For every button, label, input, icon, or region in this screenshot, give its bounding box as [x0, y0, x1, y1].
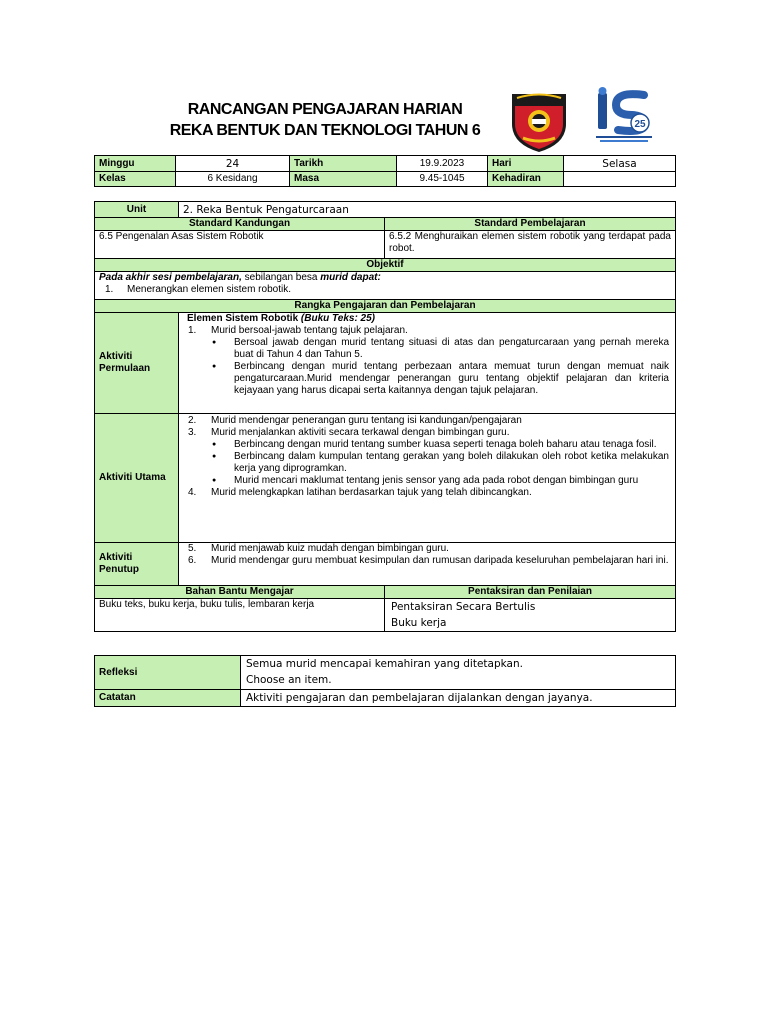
- step-text: Murid mendengar guru membuat kesimpulan dan rumusan daripada keseluruhan pembelajaran hari ini.: [211, 555, 669, 566]
- document-title-line1: RANCANGAN PENGAJARAN HARIAN: [187, 101, 463, 118]
- objektif-intro-c: murid dapat:: [320, 272, 381, 283]
- standard-kandungan-label: Standard Kandungan: [95, 218, 385, 231]
- standard-kandungan-value: 6.5 Pengenalan Asas Sistem Robotik: [95, 231, 385, 259]
- objektif-content: [95, 272, 676, 300]
- bahan-value: Buku teks, buku kerja, buku tulis, lembaran kerja: [95, 599, 385, 632]
- pentaksiran-value: [385, 599, 676, 632]
- standard-pembelajaran-label: Standard Pembelajaran: [385, 218, 676, 231]
- hari-label: Hari: [488, 156, 564, 172]
- standard-pembelajaran-value: 6.5.2 Menghuraikan elemen sistem robotik yang terdapat pada robot.: [385, 231, 676, 259]
- masa-value: 9.45-1045: [397, 172, 488, 187]
- pentaksiran-line2: Buku kerja: [391, 617, 447, 629]
- hari-value: Selasa: [564, 156, 676, 172]
- step-number: 3.: [188, 427, 197, 438]
- pentaksiran-label: Pentaksiran dan Penilaian: [385, 586, 676, 599]
- minggu-label: Minggu: [95, 156, 176, 172]
- step-number: 1.: [188, 325, 197, 336]
- kehadiran-value: [564, 172, 676, 187]
- step-number: 2.: [188, 415, 197, 426]
- step-number: 5.: [188, 543, 197, 554]
- step-text: Murid mendengar penerangan guru tentang isi kandungan/pengajaran: [211, 415, 522, 426]
- refleksi-label: Refleksi: [95, 656, 241, 690]
- bullet-item: ● Berbincang dengan murid tentang perbezaan antara memuat turun dengan memuat naik pengaturcaraan.Murid mendengar penerangan guru tentang objektif pelajaran dan kriteria kejayaan yang harus dicapai serta kaitannya dengan tajuk pelajaran.: [187, 361, 669, 397]
- unit-value: 2. Reka Bentuk Pengaturcaraan: [179, 202, 676, 218]
- list-item: [187, 415, 669, 427]
- aktiviti-penutup-content: [179, 543, 676, 586]
- step-number: 4.: [188, 487, 197, 498]
- step-number: 6.: [188, 555, 197, 566]
- school-crest-icon: [508, 88, 570, 154]
- objektif-item-num: 1.: [105, 284, 114, 295]
- aktiviti-utama-label: Aktiviti Utama: [95, 414, 179, 543]
- pentaksiran-line1: Pentaksiran Secara Bertulis: [391, 601, 536, 613]
- aktiviti-permulaan-content: [179, 313, 676, 414]
- unit-label: Unit: [95, 202, 179, 218]
- refleksi-value: [241, 656, 676, 690]
- permulaan-heading-text: Elemen Sistem Robotik: [187, 313, 299, 324]
- objektif-label: Objektif: [95, 259, 676, 272]
- objektif-intro: [99, 272, 671, 284]
- bullet-item: ● Bersoal jawab dengan murid tentang situasi di atas dan pengaturcaraan yang pernah mereka buat di Tahun 4 dan Tahun 5.: [187, 337, 669, 361]
- list-item: [187, 427, 669, 439]
- document-title-line2: REKA BENTUK DAN TEKNOLOGI TAHUN 6: [169, 122, 481, 139]
- refleksi-choose-item[interactable]: Choose an item.: [246, 674, 332, 686]
- list-item: [187, 543, 669, 555]
- bullet-item: ● Murid mencari maklumat tentang jenis sensor yang ada pada robot dengan bimbingan guru: [187, 475, 669, 487]
- catatan-value: Aktiviti pengajaran dan pembelajaran dijalankan dengan jayanya.: [241, 690, 676, 707]
- tarikh-value: 19.9.2023: [397, 156, 488, 172]
- tarikh-label: Tarikh: [290, 156, 397, 172]
- minggu-value: 24: [176, 156, 290, 172]
- rangka-label: Rangka Pengajaran dan Pembelajaran: [95, 300, 676, 313]
- masa-label: Masa: [290, 172, 397, 187]
- step-text: Murid melengkapkan latihan berdasarkan tajuk yang telah dibincangkan.: [211, 487, 532, 498]
- objektif-item: [99, 284, 671, 296]
- aktiviti-permulaan-label: Aktiviti Permulaan: [95, 313, 179, 414]
- list-item: [187, 487, 669, 499]
- objektif-intro-a: Pada akhir sesi pembelajaran,: [99, 272, 242, 283]
- list-item: [187, 555, 669, 567]
- lesson-info-table: [94, 155, 676, 187]
- kelas-label: Kelas: [95, 172, 176, 187]
- lesson-plan-table: [94, 201, 676, 632]
- is25-anniversary-logo-icon: [592, 87, 656, 145]
- bullet-item: ● Berbincang dalam kumpulan tentang gerakan yang boleh dilakukan oleh robot ketika melakukan kerja yang diprogramkan.: [187, 451, 669, 475]
- reflection-table: [94, 655, 676, 707]
- step-text: Murid bersoal-jawab tentang tajuk pelajaran.: [211, 325, 408, 336]
- refleksi-line1: Semua murid mencapai kemahiran yang ditetapkan.: [246, 658, 523, 670]
- step-text: Murid menjalankan aktiviti secara terkawal dengan bimbingan guru.: [211, 427, 510, 438]
- step-text: Murid menjawab kuiz mudah dengan bimbingan guru.: [211, 543, 449, 554]
- kelas-value: 6 Kesidang: [176, 172, 290, 187]
- svg-text:25: 25: [634, 119, 646, 130]
- permulaan-heading-ref: (Buku Teks: 25): [298, 313, 376, 324]
- kehadiran-label: Kehadiran: [488, 172, 564, 187]
- bullet-item: ● Berbincang dengan murid tentang sumber kuasa seperti tenaga boleh baharu atau tenaga fosil.: [187, 439, 669, 451]
- aktiviti-penutup-label: Aktiviti Penutup: [95, 543, 179, 586]
- catatan-label: Catatan: [95, 690, 241, 707]
- objektif-item-text: Menerangkan elemen sistem robotik.: [127, 284, 291, 295]
- aktiviti-utama-content: [179, 414, 676, 543]
- permulaan-heading: [187, 313, 669, 325]
- bahan-label: Bahan Bantu Mengajar: [95, 586, 385, 599]
- objektif-intro-b: sebilangan besa: [241, 272, 321, 283]
- list-item: [187, 325, 669, 337]
